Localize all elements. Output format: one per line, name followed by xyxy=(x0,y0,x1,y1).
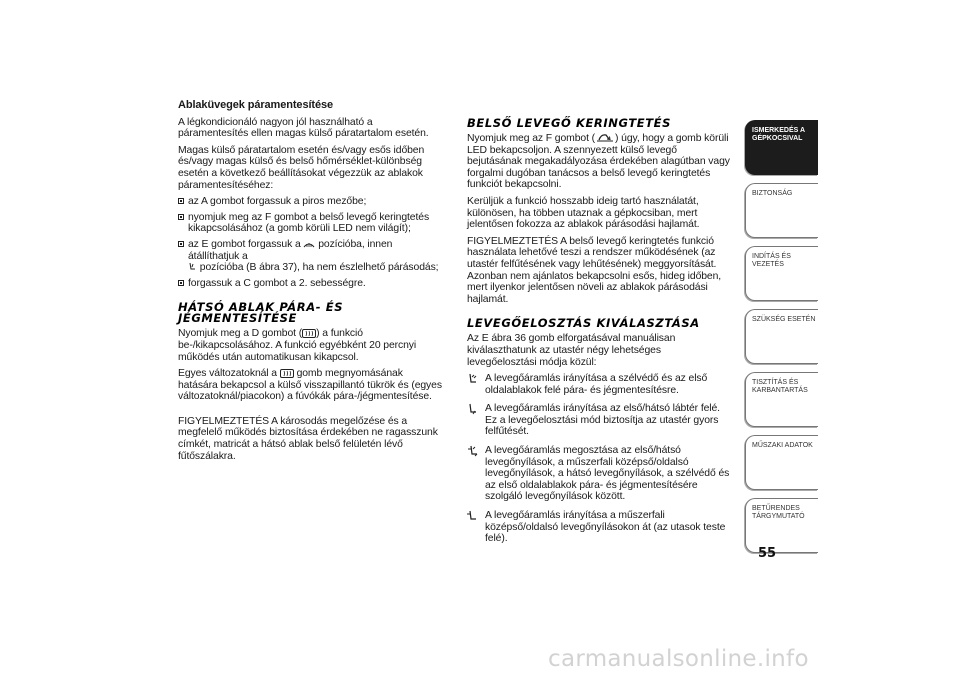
tab-technical-data[interactable]: MŰSZAKI ADATOK xyxy=(745,435,818,490)
left-column xyxy=(178,100,443,467)
airflow-feet-icon xyxy=(467,403,479,415)
chapter-tabs xyxy=(745,120,820,561)
paragraph: FIGYELMEZTETÉS A károsodás megelőzése és a megfelelő működés biztosítása érdekében ne ragasszunk címkét, matricát a hátsó ablak belső felületén lévő fűtőszálakra. xyxy=(178,415,438,462)
paragraph: Az E ábra 36 gomb elforgatásával manuálisan kiválaszthatunk az utastér négy lehetséges levegőelosztási módja közül: xyxy=(467,333,676,368)
watermark: carmanualsonline.info xyxy=(548,646,809,672)
section-heading: BELSŐ LEVEGŐ KERINGTETÉS xyxy=(467,116,672,130)
paragraph: Egyes változatoknál a gomb megnyomásának hatására bekapcsol a külső visszapillantó tükrök és (egyes változatoknál/piacokon) a fúvókák pára-/jégmentesítése. xyxy=(178,368,442,403)
tab-index[interactable]: BETŰRENDES TÁRGYMUTATÓ xyxy=(745,498,818,553)
paragraph: Nyomjuk meg az F gombot ( ) úgy, hogy a gomb körüli LED bekapcsoljon. A szennyezett külső levegő bejutásának megakadályozása érdekében alagútban vagy forgalmi dugóban tanácsos a belső levegő keringtetés funkciót bekapcsolni. xyxy=(467,133,730,191)
recirculation-icon xyxy=(595,133,615,143)
paragraph: Nyomjuk meg a D gombot ( ) a funkció be-/kikapcsolásához. A funkció egyébként 20 percnyi működés után automatikusan kikapcsol. xyxy=(178,328,417,363)
paragraph: Magas külső páratartalom esetén és/vagy esős időben és/vagy magas külső és belső hőmérséklet-különbség esetén a következő beállításokat végezzük az ablakok páramentesítéséhez: xyxy=(178,144,425,191)
list-item: forgassuk a C gombot a 2. sebességre. xyxy=(178,278,443,290)
list-item: A levegőáramlás irányítása a szélvédő és az első oldalablakok felé pára- és jégmentesítésre. xyxy=(467,373,732,396)
rear-defrost-icon xyxy=(302,329,316,338)
airflow-windshield-icon xyxy=(467,373,479,385)
list-item: az E gombot forgassuk a pozícióba, innen átállíthatjuk a pozícióba (B ábra 37), ha nem észlelhető párásodás; xyxy=(178,239,443,274)
windshield-defrost-icon xyxy=(303,240,315,249)
rear-defrost-icon xyxy=(280,369,294,378)
airflow-body-icon xyxy=(467,510,479,522)
tab-emergency[interactable]: SZÜKSÉG ESETÉN xyxy=(745,309,818,364)
middle-column xyxy=(467,118,732,552)
list-item: nyomjuk meg az F gombot a belső levegő keringtetés kikapcsolásához (a gomb körüli LED nem világít); xyxy=(178,212,443,235)
section-subheading: Ablaküvegek páramentesítése xyxy=(178,99,334,111)
tab-safety[interactable]: BIZTONSÁG xyxy=(745,183,818,238)
tab-maintenance[interactable]: TISZTÍTÁS ÉS KARBANTARTÁS xyxy=(745,372,818,427)
seat-airflow-icon xyxy=(188,262,197,272)
list-item: A levegőáramlás irányítása a műszerfali középső/oldalsó levegőnyílásokon át (az utasok teste felé). xyxy=(467,510,732,545)
list-item: A levegőáramlás irányítása az első/hátsó lábtér felé. Ez a levegőelosztási mód biztosítja az utastér gyors felfűtését. xyxy=(467,403,732,438)
paragraph: A légkondicionáló nagyon jól használható a páramentesítés ellen magas külső páratartalom esetén. xyxy=(178,116,429,140)
page-number: 55 xyxy=(758,546,777,561)
section-heading: LEVEGŐELOSZTÁS KIVÁLASZTÁSA xyxy=(467,316,700,331)
list-item: az A gombot forgassuk a piros mezőbe; xyxy=(178,196,443,208)
paragraph: FIGYELMEZTETÉS A belső levegő keringtetés funkció használata lehetővé teszi a rendszer működésének (az utastér felfűtésének vagy lehűtésének) meggyorsítását. Azonban nem ajánlatos bekapcsolni esős, hideg időben, mert ilyenkor jelentősen növeli az ablakok párásodási hajlamát. xyxy=(467,235,722,305)
paragraph: Kerüljük a funkció hosszabb ideig tartó használatát, különösen, ha többen utaznak a gépkocsiban, mert jelentősen fokozza az ablakok párásodási hajlamát. xyxy=(467,195,700,231)
section-heading: HÁTSÓ ABLAK PÁRA- ÉS JÉGMENTESÍTÉSE xyxy=(178,300,344,326)
tab-starting-driving[interactable]: INDÍTÁS ÉS VEZETÉS xyxy=(745,246,818,301)
airflow-mixed-icon xyxy=(467,445,481,457)
list-item: A levegőáramlás megosztása az első/hátsó levegőnyílások, a műszerfali középső/oldalsó levegőnyílások, a hátsó levegőnyílások, a szélvédő és az első oldalablakok pára- és jégmentesítésére szolgáló levegőnyílások között. xyxy=(467,445,732,503)
tab-getting-to-know-car[interactable]: ISMERKEDÉS A GÉPKOCSIVAL xyxy=(745,120,818,175)
